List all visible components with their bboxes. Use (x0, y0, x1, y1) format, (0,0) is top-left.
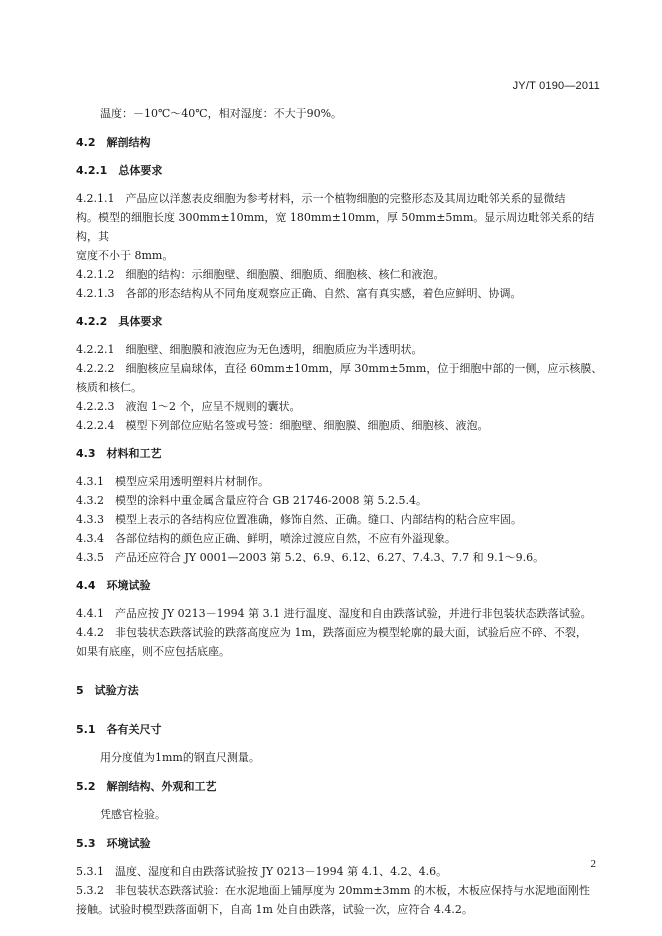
heading-4-2-1: 4.2.1 总体要求 (76, 164, 163, 177)
heading-5-3: 5.3 环境试验 (76, 837, 151, 850)
paragraph-4-3-3: 4.3.3 模型上表示的各结构应位置准确，修饰自然、正确。缝口、内部结构的粘合应牢固。 (76, 513, 522, 526)
paragraph-4-3-2: 4.3.2 模型的涂料中重金属含量应符合 GB 21746-2008 第 5.2.5.4。 (76, 494, 428, 507)
page-number: 2 (590, 858, 596, 870)
paragraph-4-2-1-1-line1: 4.2.1.1 产品应以洋葱表皮细胞为参考材料，示一个植物细胞的完整形态及其周边毗邻关系的显微结 (76, 192, 566, 205)
paragraph-4-2-1-3: 4.2.1.3 各部的形态结构从不同角度观察应正确、自然、富有真实感，着色应鲜明、协调。 (76, 287, 522, 300)
paragraph-4-3-4: 4.3.4 各部位结构的颜色应正确、鲜明，喷涂过渡应自然，不应有外溢现象。 (76, 532, 456, 545)
paragraph-4-4-1: 4.4.1 产品应按 JY 0213－1994 第 3.1 进行温度、湿度和自由跌落试验，并进行非包装状态跌落试验。 (76, 607, 592, 620)
paragraph-4-3-1: 4.3.1 模型应采用透明塑料片材制作。 (76, 475, 269, 488)
paragraph-5-1: 用分度值为1mm的钢直尺测量。 (100, 751, 260, 764)
heading-5-2: 5.2 解剖结构、外观和工艺 (76, 780, 217, 793)
paragraph-4-2-1-1-line3: 宽度不小于 8mm。 (76, 249, 174, 262)
paragraph-4-2-2-4: 4.2.2.4 模型下列部位应贴名签或号签：细胞壁、细胞膜、细胞质、细胞核、液泡。 (76, 419, 489, 432)
paragraph-4-3-5: 4.3.5 产品还应符合 JY 0001—2003 第 5.2、6.9、6.12、6.27、7.4.3、7.7 和 9.1～9.6。 (76, 551, 545, 564)
paragraph-4-2-1-1-line2: 构。模型的细胞长度 300mm±10mm，宽 180mm±10mm，厚 50mm±5mm。显示周边毗邻关系的结构，其 (76, 211, 595, 243)
paragraph-5-3-2-line1: 5.3.2 非包装状态跌落试验：在水泥地面上铺厚度为 20mm±3mm 的木板，木板应保持与水泥地面刚性 (76, 884, 590, 897)
heading-4-2: 4.2 解剖结构 (76, 136, 151, 149)
paragraph-4-2-2-1: 4.2.2.1 细胞壁、细胞膜和液泡应为无色透明，细胞质应为半透明状。 (76, 343, 423, 356)
paragraph-4-4-2-line1: 4.4.2 非包装状态跌落试验的跌落高度应为 1m，跌落面应为模型轮廓的最大面，试验后应不碎、不裂， (76, 626, 587, 639)
paragraph-temperature: 温度：－10℃～40℃，相对湿度：不大于90%。 (100, 107, 343, 120)
heading-5-1: 5.1 各有关尺寸 (76, 723, 162, 736)
heading-4-2-2: 4.2.2 具体要求 (76, 315, 163, 328)
paragraph-4-2-1-2: 4.2.1.2 细胞的结构：示细胞壁、细胞膜、细胞质、细胞核、核仁和液泡。 (76, 268, 445, 281)
document-body (76, 104, 606, 919)
paragraph-4-2-2-2-line2: 核质和核仁。 (76, 381, 142, 394)
heading-4-4: 4.4 环境试验 (76, 579, 151, 592)
document-id-header: JY/T 0190—2011 (512, 80, 600, 92)
paragraph-5-3-1: 5.3.1 温度、湿度和自由跌落试验按 JY 0213－1994 第 4.1、4.2、4.6。 (76, 865, 448, 878)
paragraph-5-3-2-line2: 接触。试验时模型跌落面朝下，自高 1m 处自由跌落，试验一次，应符合 4.4.2。 (76, 903, 473, 916)
paragraph-4-4-2-line2: 如果有底座，则不应包括底座。 (76, 645, 230, 658)
paragraph-4-2-2-3: 4.2.2.3 液泡 1～2 个，应呈不规则的囊状。 (76, 400, 301, 413)
paragraph-4-2-2-2-line1: 4.2.2.2 细胞核应呈扁球体，直径 60mm±10mm，厚 30mm±5mm，位于细胞中部的一侧，应示核膜、 (76, 362, 603, 375)
heading-4-3: 4.3 材料和工艺 (76, 447, 162, 460)
paragraph-5-2: 凭感官检验。 (100, 808, 166, 821)
heading-5: 5 试验方法 (76, 684, 139, 697)
